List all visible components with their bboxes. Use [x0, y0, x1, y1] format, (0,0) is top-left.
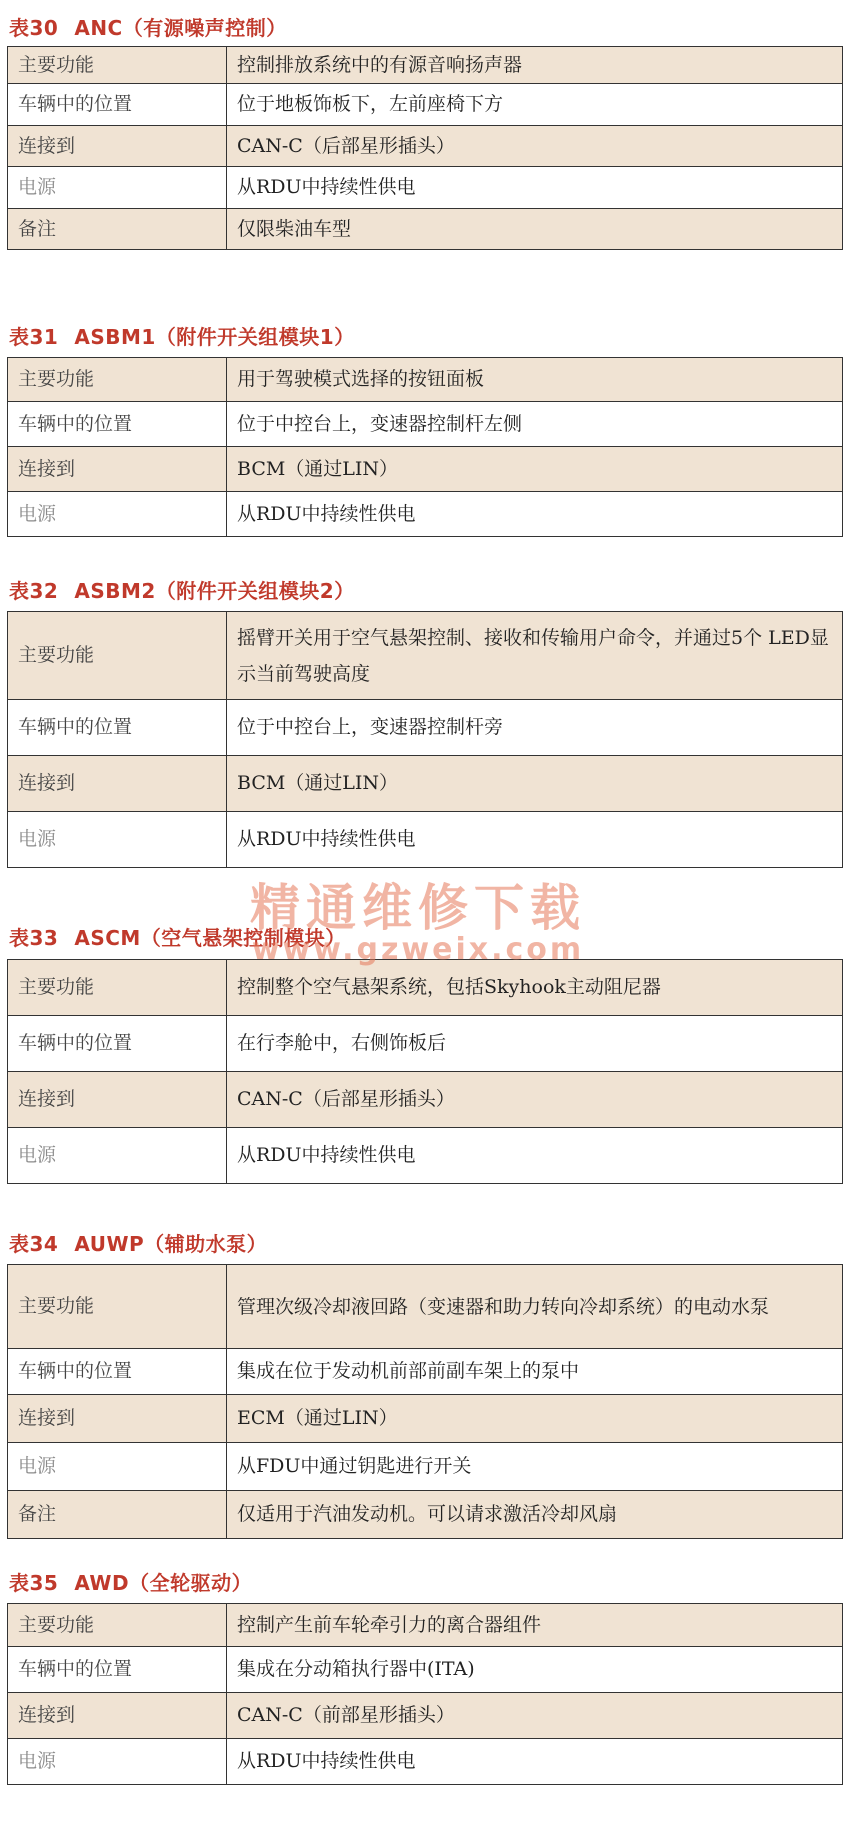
- row-key: 主要功能: [8, 47, 227, 84]
- row-key: 备注: [8, 209, 227, 250]
- row-value: 从RDU中持续性供电: [227, 1739, 843, 1785]
- row-value: 位于中控台上，变速器控制杆旁: [227, 700, 843, 756]
- row-key: 连接到: [8, 1395, 227, 1443]
- table-caption: 表34 AUWP（辅助水泵）: [9, 1232, 268, 1256]
- table-row: [8, 1395, 843, 1443]
- row-value: 控制整个空气悬架系统，包括Skyhook主动阻尼器: [227, 960, 843, 1016]
- table-row: [8, 812, 843, 868]
- row-key: 连接到: [8, 1693, 227, 1739]
- row-value: 控制产生前车轮牵引力的离合器组件: [227, 1604, 843, 1647]
- row-value: 用于驾驶模式选择的按钮面板: [227, 358, 843, 402]
- table-row: [8, 1443, 843, 1491]
- table-row: [8, 126, 843, 167]
- row-value: 仅限柴油车型: [227, 209, 843, 250]
- row-value: 管理次级冷却液回路（变速器和助力转向冷却系统）的电动水泵: [227, 1265, 843, 1349]
- row-value: ECM（通过LIN）: [227, 1395, 843, 1443]
- table-row: [8, 1072, 843, 1128]
- row-key: 电源: [8, 167, 227, 209]
- row-key: 车辆中的位置: [8, 84, 227, 126]
- row-value: 位于中控台上，变速器控制杆左侧: [227, 402, 843, 447]
- row-key: 连接到: [8, 126, 227, 167]
- row-value: 从RDU中持续性供电: [227, 167, 843, 209]
- spec-table: [7, 46, 843, 250]
- row-key: 车辆中的位置: [8, 700, 227, 756]
- row-value: CAN-C（前部星形插头）: [227, 1693, 843, 1739]
- row-value: CAN-C（后部星形插头）: [227, 1072, 843, 1128]
- table-row: [8, 358, 843, 402]
- row-key: 主要功能: [8, 1265, 227, 1349]
- row-value: BCM（通过LIN）: [227, 756, 843, 812]
- table-row: [8, 167, 843, 209]
- table-row: [8, 402, 843, 447]
- table-row: [8, 84, 843, 126]
- table-row: [8, 700, 843, 756]
- row-value: 从FDU中通过钥匙进行开关: [227, 1443, 843, 1491]
- row-key: 车辆中的位置: [8, 1016, 227, 1072]
- row-key: 主要功能: [8, 1604, 227, 1647]
- table-row: [8, 1265, 843, 1349]
- row-key: 连接到: [8, 756, 227, 812]
- spec-table: [7, 959, 843, 1184]
- row-value: 从RDU中持续性供电: [227, 492, 843, 537]
- row-value: 从RDU中持续性供电: [227, 812, 843, 868]
- watermark-url: www.gzweix.com: [251, 932, 585, 967]
- spec-table: [7, 357, 843, 537]
- table-row: [8, 756, 843, 812]
- row-value: 在行李舱中，右侧饰板后: [227, 1016, 843, 1072]
- spec-table: [7, 1603, 843, 1785]
- table-row: [8, 1349, 843, 1395]
- row-key: 主要功能: [8, 960, 227, 1016]
- row-value: 控制排放系统中的有源音响扬声器: [227, 47, 843, 84]
- spec-table: [7, 611, 843, 868]
- row-key: 电源: [8, 1739, 227, 1785]
- table-row: [8, 47, 843, 84]
- row-key: 车辆中的位置: [8, 1349, 227, 1395]
- table-caption: 表31 ASBM1（附件开关组模块1）: [9, 325, 355, 349]
- table-caption: 表30 ANC（有源噪声控制）: [9, 16, 287, 40]
- row-value: 从RDU中持续性供电: [227, 1128, 843, 1184]
- spec-table: [7, 1264, 843, 1539]
- table-row: [8, 960, 843, 1016]
- row-key: 主要功能: [8, 612, 227, 700]
- table-caption: 表32 ASBM2（附件开关组模块2）: [9, 579, 355, 603]
- table-caption: 表35 AWD（全轮驱动）: [9, 1571, 253, 1595]
- table-caption: 表33 ASCM（空气悬架控制模块）: [9, 926, 346, 950]
- table-row: [8, 1739, 843, 1785]
- row-value: 位于地板饰板下，左前座椅下方: [227, 84, 843, 126]
- table-row: [8, 209, 843, 250]
- row-value: 集成在分动箱执行器中(ITA): [227, 1647, 843, 1693]
- table-row: [8, 1128, 843, 1184]
- row-value: 摇臂开关用于空气悬架控制、接收和传输用户命令，并通过5个 LED显示当前驾驶高度: [227, 612, 843, 700]
- row-value: 仅适用于汽油发动机。可以请求激活冷却风扇: [227, 1491, 843, 1539]
- row-value: BCM（通过LIN）: [227, 447, 843, 492]
- watermark-title: 精通维修下载: [250, 879, 586, 937]
- row-key: 主要功能: [8, 358, 227, 402]
- watermark: [250, 868, 586, 967]
- table-row: [8, 1491, 843, 1539]
- row-key: 电源: [8, 1128, 227, 1184]
- table-row: [8, 1693, 843, 1739]
- row-key: 电源: [8, 1443, 227, 1491]
- table-row: [8, 1604, 843, 1647]
- table-row: [8, 1647, 843, 1693]
- table-row: [8, 447, 843, 492]
- row-key: 连接到: [8, 447, 227, 492]
- row-key: 车辆中的位置: [8, 402, 227, 447]
- table-row: [8, 612, 843, 700]
- row-value: CAN-C（后部星形插头）: [227, 126, 843, 167]
- row-key: 连接到: [8, 1072, 227, 1128]
- table-row: [8, 1016, 843, 1072]
- row-key: 电源: [8, 492, 227, 537]
- row-key: 电源: [8, 812, 227, 868]
- table-row: [8, 492, 843, 537]
- row-key: 备注: [8, 1491, 227, 1539]
- row-value: 集成在位于发动机前部前副车架上的泵中: [227, 1349, 843, 1395]
- row-key: 车辆中的位置: [8, 1647, 227, 1693]
